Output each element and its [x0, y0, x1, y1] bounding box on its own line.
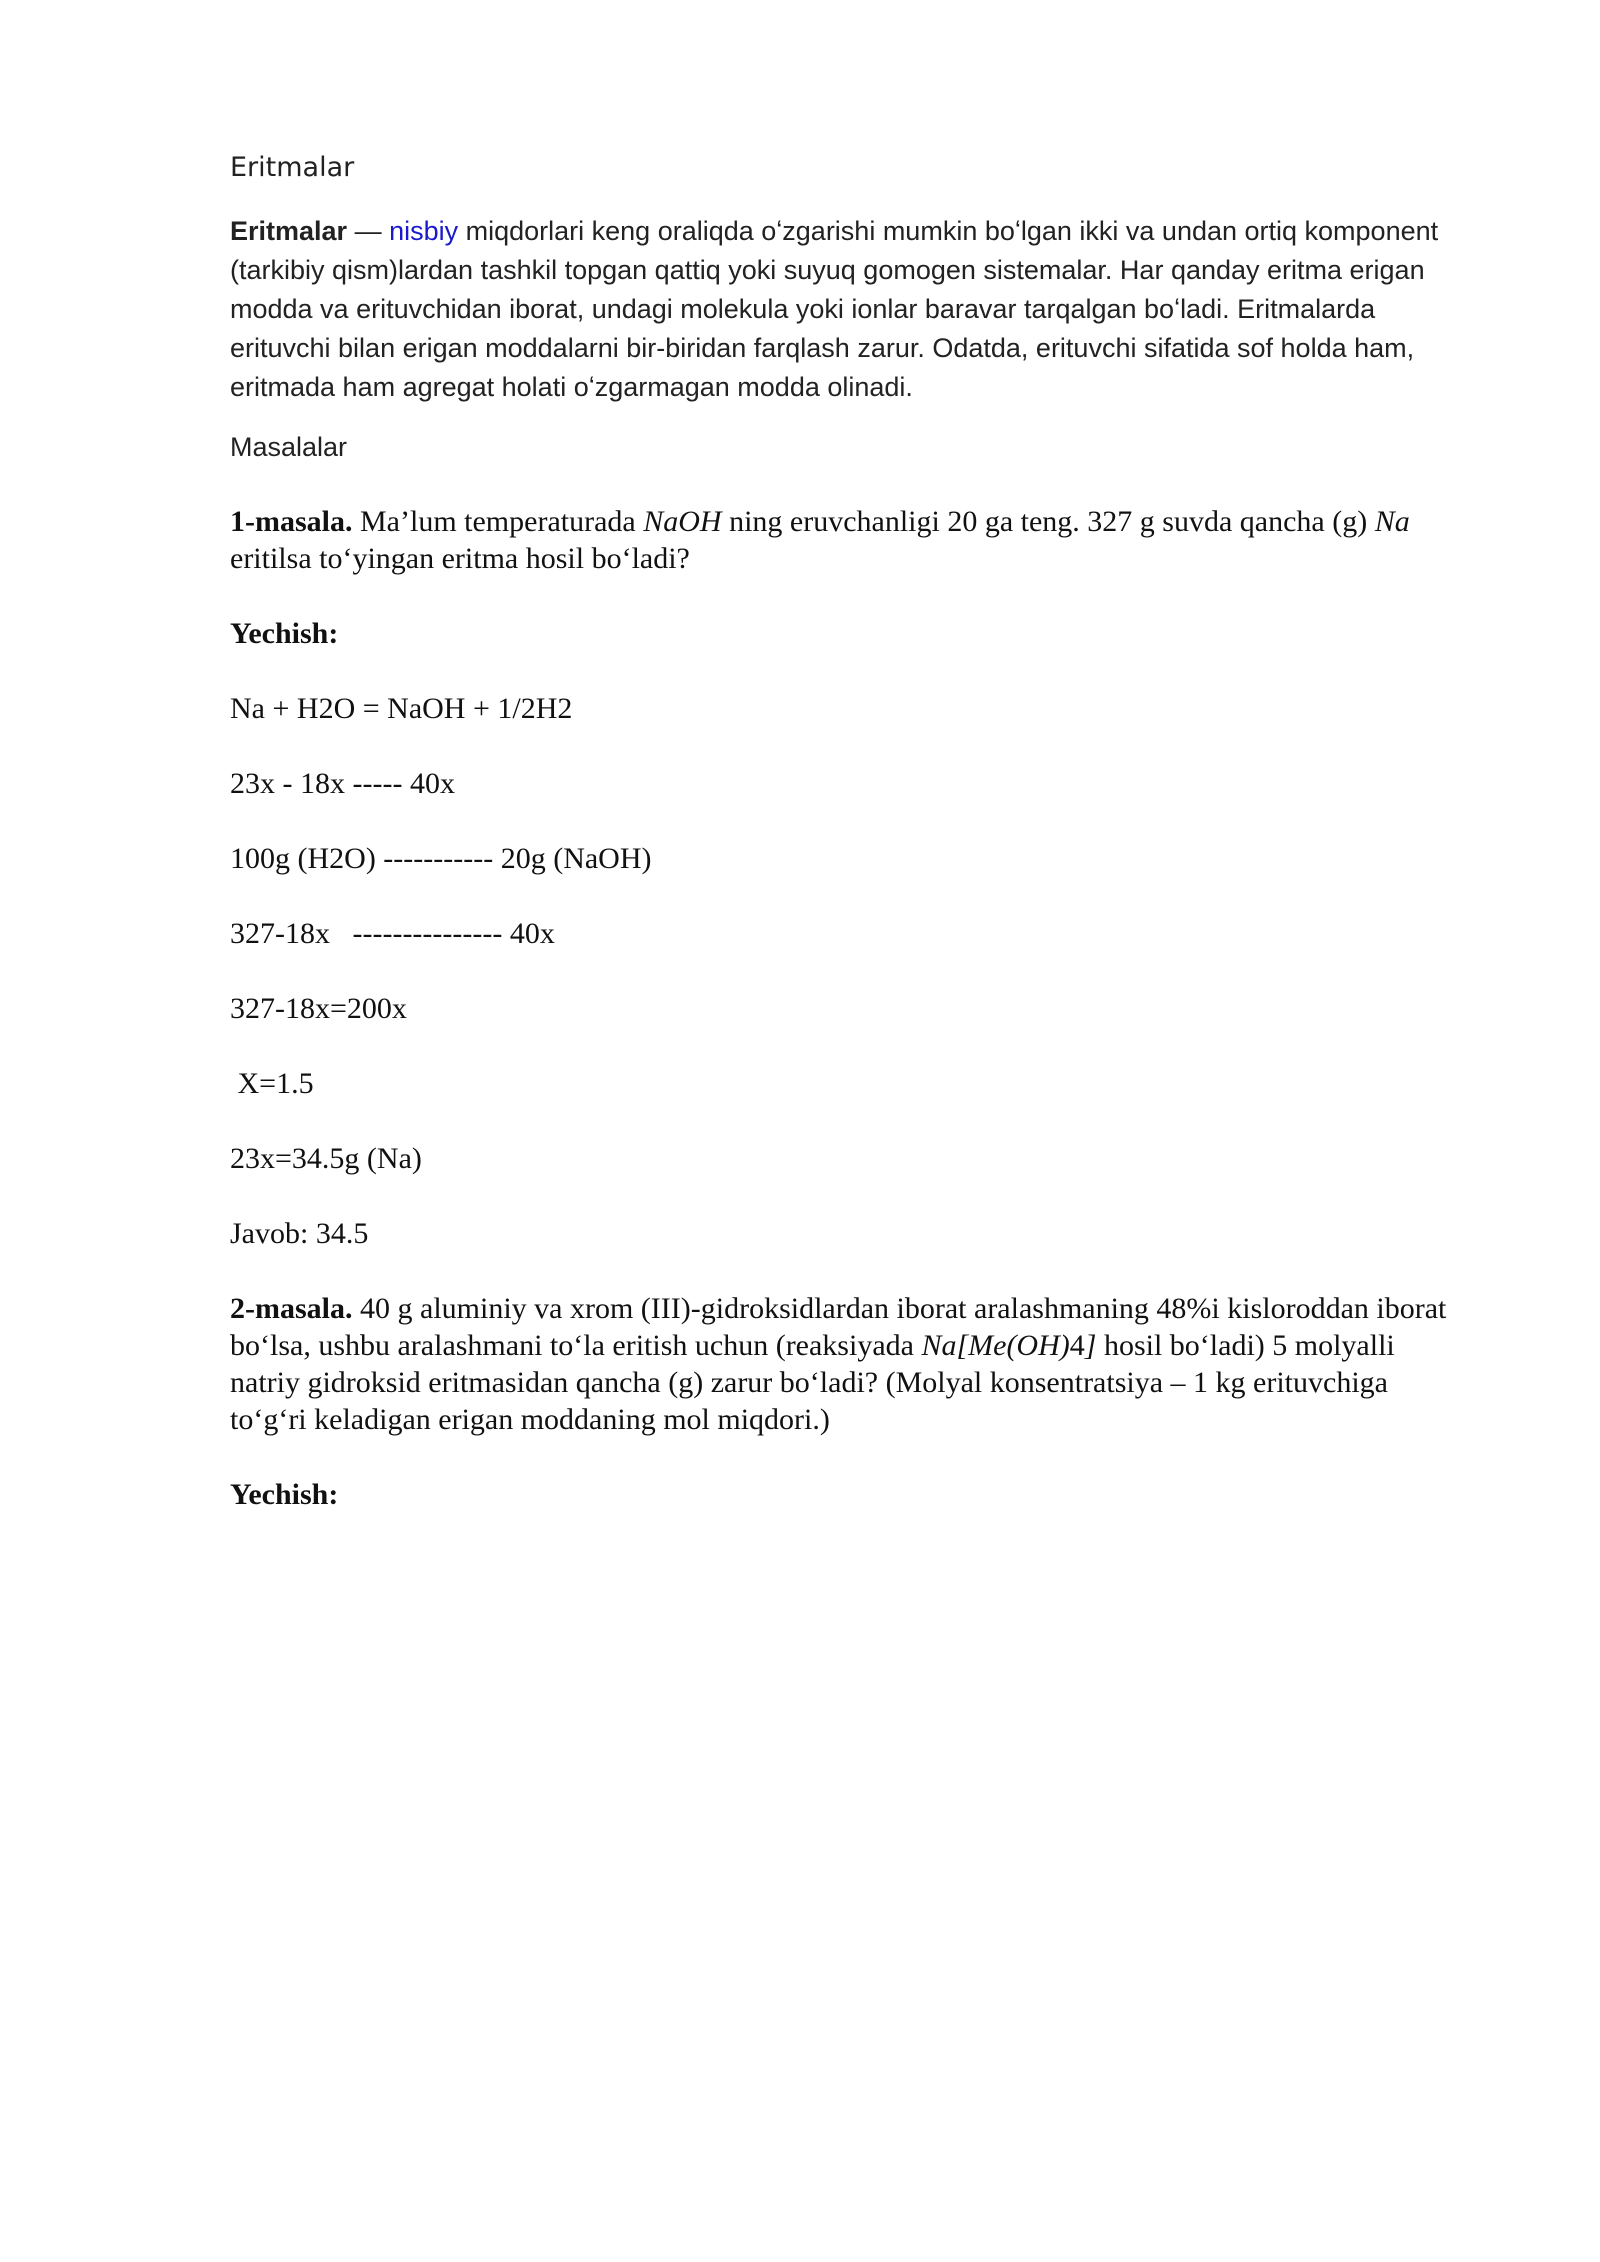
problem-1-text-a: Ma’lum temperaturada	[352, 505, 644, 539]
intro-dash: —	[347, 216, 390, 247]
problem-1	[230, 503, 1470, 577]
nisbiy-link[interactable]: nisbiy	[389, 216, 459, 247]
solution-2-heading	[230, 1476, 1470, 1513]
problem-1-text-c: eritilsa to‘yingan eritma hosil bo‘ladi?	[230, 542, 690, 576]
solution-line: 327-18x --------------- 40x	[230, 917, 555, 951]
document-page	[230, 150, 1470, 1551]
solution-line: 327-18x=200x	[230, 992, 407, 1026]
solution-line: Na + H2O = NaOH + 1/2H2	[230, 692, 573, 726]
problem-2-formula-sub: 4	[1069, 1329, 1085, 1363]
answer-line: Javob: 34.5	[230, 1217, 369, 1251]
solution-line: 100g (H2O) ----------- 20g (NaOH)	[230, 842, 652, 876]
solution-2-heading-text: Yechish:	[230, 1478, 339, 1512]
intro-text: miqdorlari keng oraliqda oʻzgarishi mumkin boʻlgan ikki va undan ortiq komponent (tarkibiy qism)lardan tashkil topgan qattiq yoki suyuq gomogen sistemalar. Har qanday eritma erigan modda va erituvchidan iborat, undagi molekula yoki ionlar baravar tarqalgan boʻladi. Eritmalarda erituvchi bilan erigan moddalarni bir-biridan farqlash zarur. Odatda, erituvchi sifatida sof holda ham, eritmada ham agregat holati oʻzgarmagan modda olinadi.	[230, 216, 1439, 403]
problem-2-text-a: 40 g aluminiy va xrom (III)-gidroksidlardan iborat aralashmaning 48%i kisloroddan iborat bo‘lsa, ushbu aralashmani to‘la eritish uchun (reaksiyada	[230, 1292, 1447, 1363]
problem-2	[230, 1290, 1470, 1438]
solution-line: 23x - 18x ----- 40x	[230, 767, 455, 801]
problem-1-text-b: ning eruvchanligi 20 ga teng. 327 g suvda qancha (g)	[721, 505, 1375, 539]
problem-1-formula-a: NaOH	[643, 505, 722, 539]
solution-line: 23x=34.5g (Na)	[230, 1142, 422, 1176]
problem-1-formula-b: Na	[1374, 505, 1410, 539]
solution-1-heading-text: Yechish:	[230, 617, 339, 651]
problem-2-text-b: hosil bo‘ladi) 5 molyalli natriy gidroksid eritmasidan qancha (g) zarur bo‘ladi? (Molyal konsentratsiya – 1 kg erituvchiga to‘g‘ri keladigan erigan moddaning mol miqdori.)	[230, 1329, 1395, 1437]
solution-line: X=1.5	[230, 1067, 314, 1101]
intro-paragraph	[230, 212, 1470, 407]
solution-1-heading	[230, 615, 1470, 652]
intro-term: Eritmalar	[230, 216, 348, 247]
document-title: Eritmalar	[230, 152, 355, 183]
section-heading: Masalalar	[230, 432, 348, 463]
problem-1-label: 1-masala.	[230, 505, 353, 539]
problem-2-formula-b: ]	[1084, 1329, 1097, 1363]
problem-2-label: 2-masala.	[230, 1292, 353, 1326]
problem-2-formula-a: Na[Me(OH)	[921, 1329, 1070, 1363]
